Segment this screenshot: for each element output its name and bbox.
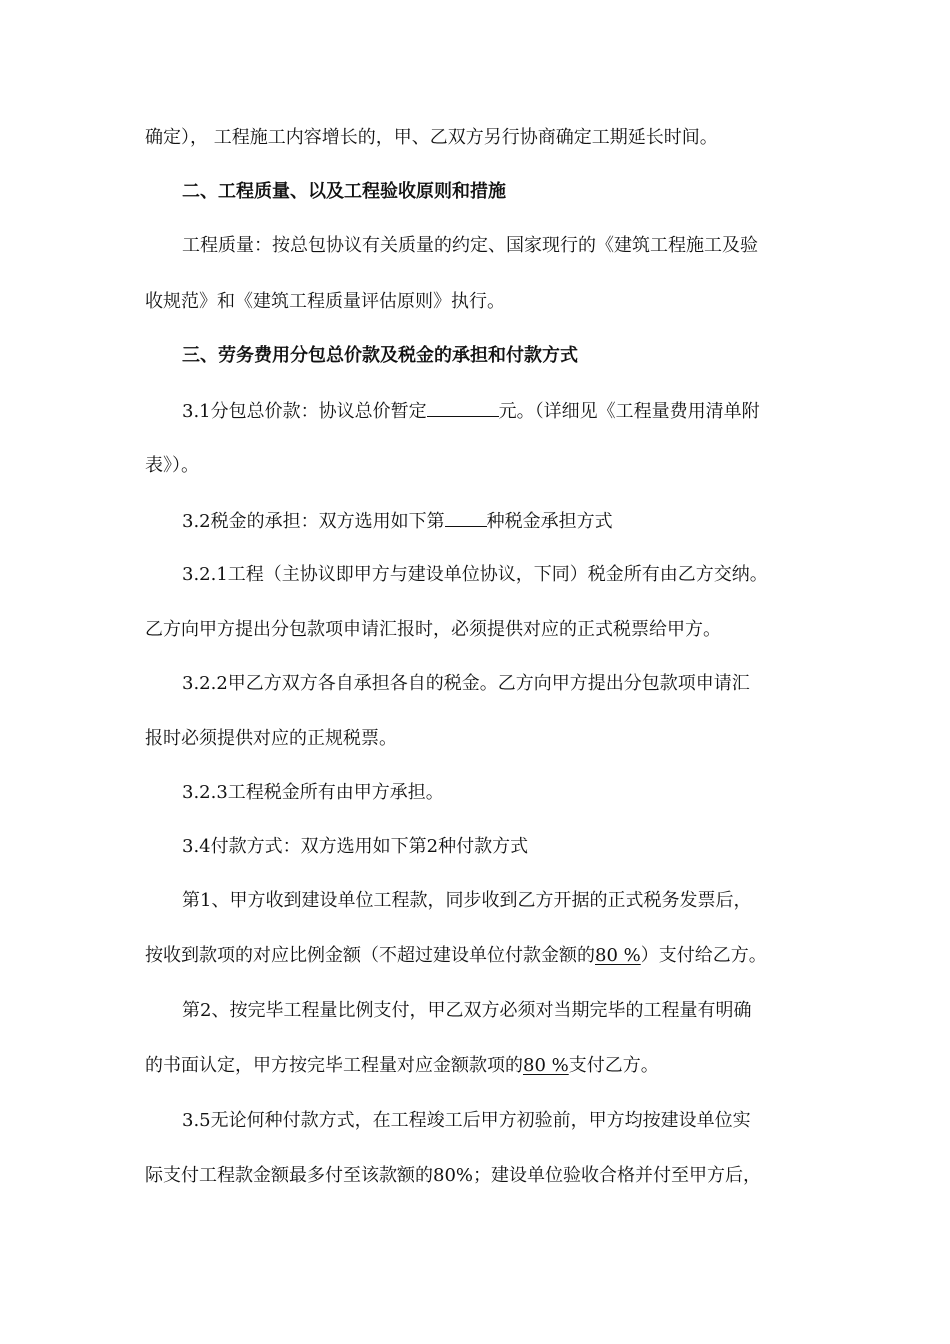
blank-field-total-price xyxy=(427,398,499,417)
section-heading-payment: 三、劳务费用分包总价款及税金的承担和付款方式 xyxy=(182,345,578,366)
paragraph-line xyxy=(0,508,950,534)
paragraph-line: 3.2.1工程（主协议即甲方与建设单位协议，下同）税金所有由乙方交纳。 xyxy=(182,564,768,585)
blank-field-tax-option xyxy=(445,508,487,527)
paragraph-line: 表》）。 xyxy=(145,455,199,476)
paragraph-line: 收规范》和《建筑工程质量评估原则》执行。 xyxy=(145,291,505,312)
paragraph-line: 3.2.3工程税金所有由甲方承担。 xyxy=(182,782,444,803)
clause-text: 种税金承担方式 xyxy=(486,511,613,532)
clause-text: 支付乙方。 xyxy=(568,1055,659,1076)
paragraph-line: 3.5无论何种付款方式，在工程竣工后甲方初验前，甲方均按建设单位实 xyxy=(182,1110,751,1131)
clause-text: ）支付给乙方。 xyxy=(640,945,767,966)
paragraph-line: 确定）， 工程施工内容增长的，甲、乙双方另行协商确定工期延长时间。 xyxy=(145,127,718,148)
paragraph-line: 3.4付款方式：双方选用如下第2种付款方式 xyxy=(182,836,529,857)
underlined-percentage: 80 % xyxy=(595,945,641,966)
paragraph-line: 3.2.2甲乙方双方各自承担各自的税金。乙方向甲方提出分包款项申请汇 xyxy=(182,673,750,694)
paragraph-line: 报时必须提供对应的正规税票。 xyxy=(145,728,397,749)
paragraph-line: 际支付工程款金额最多付至该款额的80%；建设单位验收合格并付至甲方后， xyxy=(145,1165,762,1186)
paragraph-line: 第1、甲方收到建设单位工程款，同步收到乙方开据的正式税务发票后， xyxy=(182,890,752,911)
paragraph-line xyxy=(0,944,950,968)
paragraph-line: 第2、按完毕工程量比例支付，甲乙双方必须对当期完毕的工程量有明确 xyxy=(182,1000,752,1021)
paragraph-line: 工程质量：按总包协议有关质量的约定、国家现行的《建筑工程施工及验 xyxy=(182,235,758,256)
section-heading-quality: 二、工程质量、以及工程验收原则和措施 xyxy=(182,181,506,202)
clause-text: 的书面认定，甲方按完毕工程量对应金额款项的 xyxy=(145,1055,523,1076)
clause-text: 元。（详细见《工程量费用清单附 xyxy=(498,401,760,422)
paragraph-line: 乙方向甲方提出分包款项申请汇报时，必须提供对应的正式税票给甲方。 xyxy=(145,619,721,640)
clause-text: 按收到款项的对应比例金额（不超过建设单位付款金额的 xyxy=(145,945,595,966)
clause-text: 3.2税金的承担：双方选用如下第 xyxy=(182,511,445,532)
paragraph-line xyxy=(0,398,950,424)
clause-text: 3.1分包总价款：协议总价暂定 xyxy=(182,401,427,422)
underlined-percentage: 80 % xyxy=(523,1055,569,1076)
paragraph-line xyxy=(0,1054,950,1078)
